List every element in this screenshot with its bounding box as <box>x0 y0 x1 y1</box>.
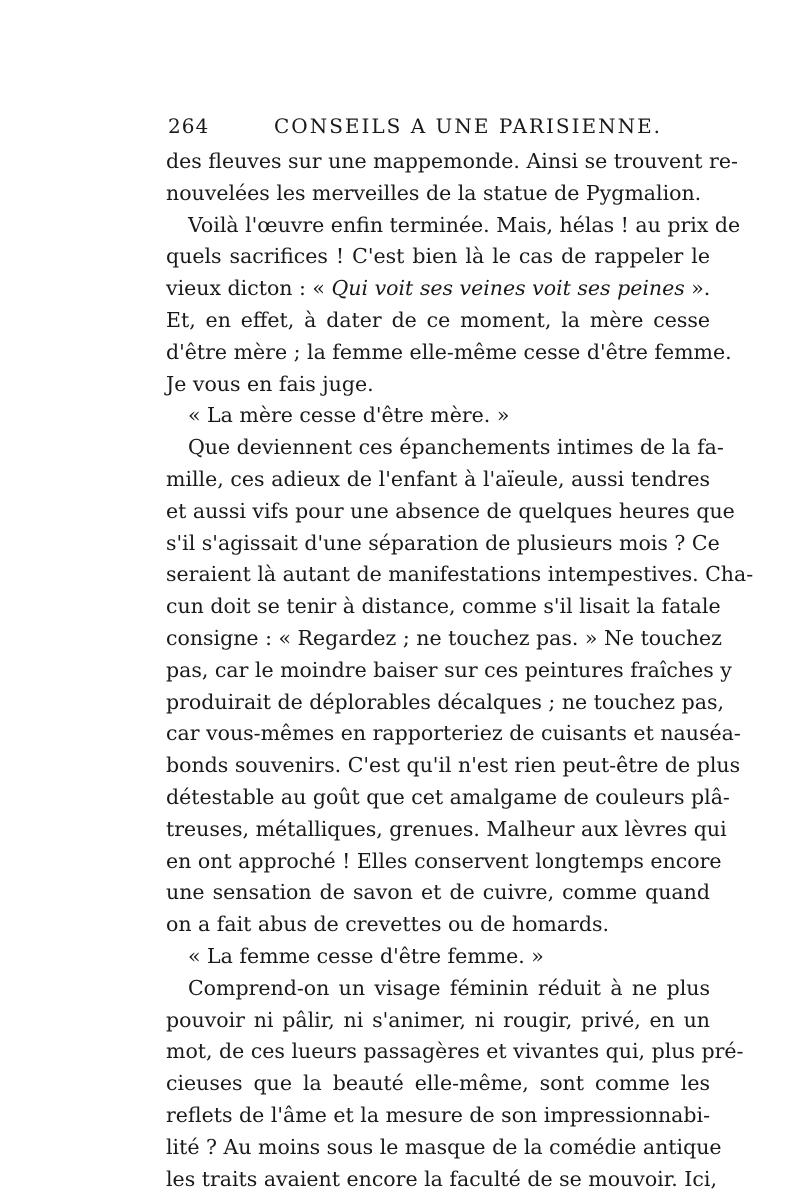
text-line: en ont approché ! Elles conservent longtemps encore <box>166 848 722 873</box>
text-line: reflets de l'âme et la mesure de son impressionnabi- <box>166 1102 710 1127</box>
text-line: seraient là autant de manifestations intempestives. Cha- <box>166 562 754 587</box>
text-line: et aussi vifs pour une absence de quelques heures que <box>166 498 735 523</box>
text-line: quels sacrifices ! C'est bien là le cas de rappeler le <box>166 244 710 269</box>
text-line: on a fait abus de crevettes ou de homards. <box>166 912 610 937</box>
quoted-proverb: Qui voit ses veines voit ses peines <box>331 276 685 301</box>
text-line: nouvelées les merveilles de la statue de Pygmalion. <box>166 180 702 205</box>
running-title: CONSEILS A UNE PARISIENNE. <box>274 114 663 138</box>
text-line: des fleuves sur une mappemonde. Ainsi se trouvent re- <box>166 149 738 173</box>
text-line: bonds souvenirs. C'est qu'il n'est rien peut-être de plus <box>166 753 741 778</box>
text-line: mille, ces adieux de l'enfant à l'aïeule, aussi tendres <box>166 466 710 491</box>
running-header <box>168 110 728 140</box>
text-line: consigne : « Regardez ; ne touchez pas. » Ne touchez <box>166 625 722 650</box>
text-line: Comprend-on un visage féminin réduit à ne plus <box>188 975 710 1000</box>
text-line: Je vous en fais juge. <box>166 371 374 396</box>
text-line: Que deviennent ces épanchements intimes de la fa- <box>188 435 724 460</box>
text-line: car vous-mêmes en rapporteriez de cuisants et nauséa- <box>166 721 741 746</box>
text-line: pas, car le moindre baiser sur ces peintures fraîches y <box>166 657 732 682</box>
text-line: « La femme cesse d'être femme. » <box>188 943 544 968</box>
text-line: Voilà l'œuvre enfin terminée. Mais, hélas ! au prix de <box>188 212 741 237</box>
text-line: une sensation de savon et de cuivre, comme quand <box>166 880 710 905</box>
text-line: détestable au goût que cet amalgame de couleurs plâ- <box>166 784 730 809</box>
text-line: cun doit se tenir à distance, comme s'il lisait la fatale <box>166 594 721 619</box>
text-line: produirait de déplorables décalques ; ne touchez pas, <box>166 689 724 714</box>
text-line: vieux dicton : « Qui voit ses veines voit ses peines ». <box>166 276 711 301</box>
text-line: pouvoir ni pâlir, ni s'animer, ni rougir, privé, en un <box>166 1007 710 1032</box>
text-line: « La mère cesse d'être mère. » <box>188 403 510 428</box>
text-line: Et, en effet, à dater de ce moment, la mère cesse <box>166 307 710 332</box>
body-text <box>166 146 754 1195</box>
text-line: s'il s'agissait d'une séparation de plusieurs mois ? Ce <box>166 530 720 555</box>
text-line: lité ? Au moins sous le masque de la comédie antique <box>166 1134 722 1159</box>
text-line: cieuses que la beauté elle-même, sont comme les <box>166 1071 710 1096</box>
text-line: mot, de ces lueurs passagères et vivantes qui, plus pré- <box>166 1039 744 1064</box>
page-number: 264 <box>168 114 210 138</box>
text-line: les traits avaient encore la faculté de se mouvoir. Ici, <box>166 1166 717 1191</box>
text-line: treuses, métalliques, grenues. Malheur aux lèvres qui <box>166 816 727 841</box>
text-line: d'être mère ; la femme elle-même cesse d'être femme. <box>166 339 732 364</box>
